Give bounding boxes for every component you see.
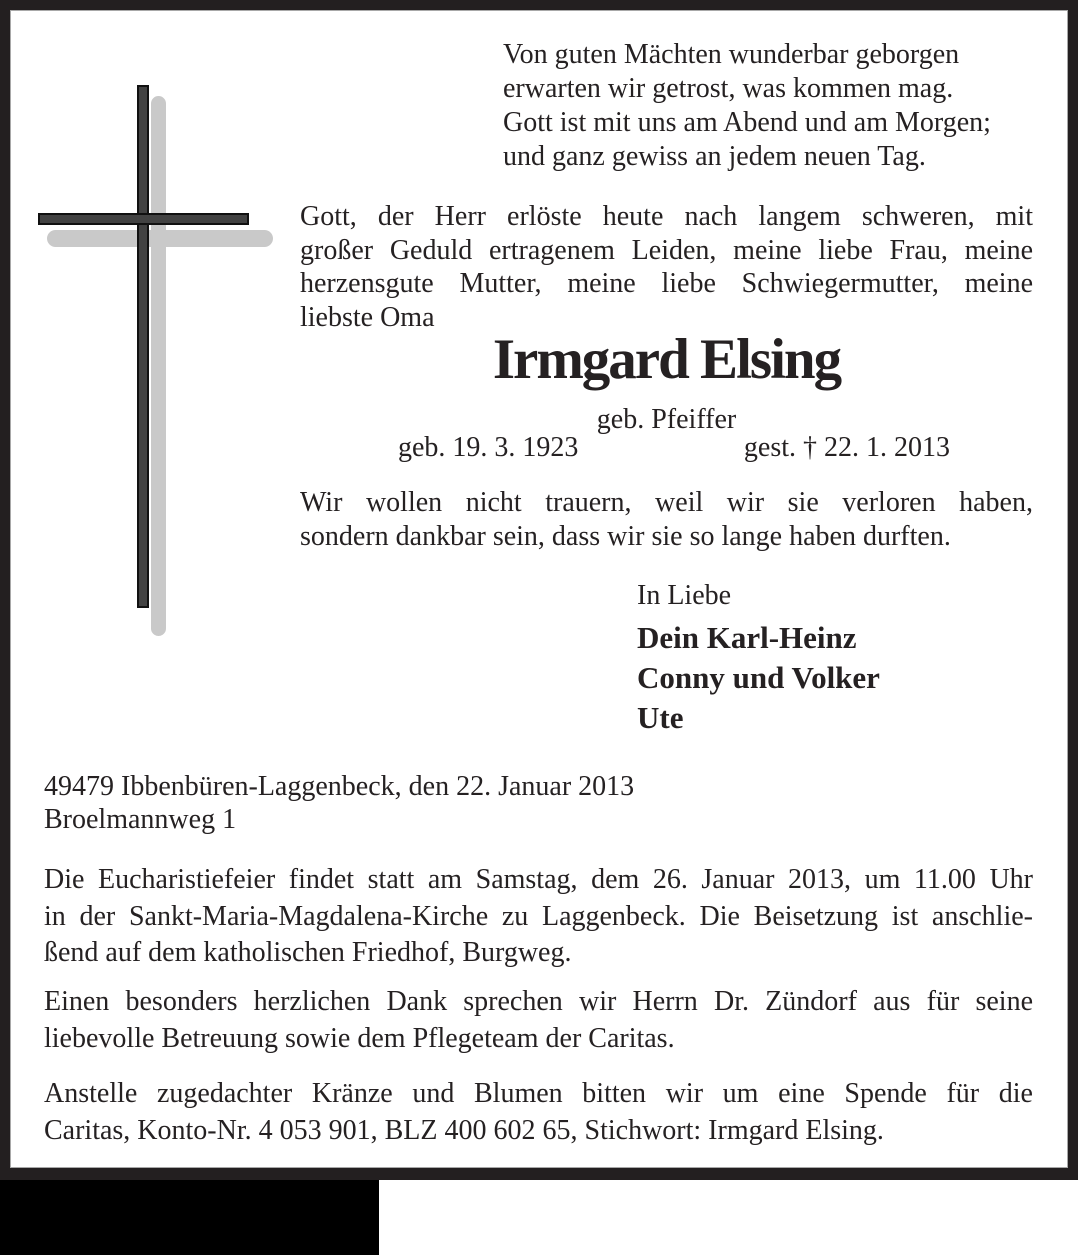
cross-light-vertical-bar <box>151 96 166 636</box>
intro-line: großer Geduld ertragenem Leiden, meine liebe Frau, meine <box>300 234 1033 266</box>
address-block <box>44 770 944 836</box>
mourner-name: Ute <box>637 700 684 735</box>
life-dates <box>398 432 950 464</box>
gratitude-line: Wir wollen nicht trauern, weil wir sie verloren haben, <box>300 487 1033 518</box>
place-and-date: 49479 Ibbenbüren-Laggenbeck, den 22. Januar 2013 <box>44 771 635 802</box>
mourners-list <box>637 618 997 738</box>
mourner-name: Dein Karl-Heinz <box>637 620 857 655</box>
bottom-black-block <box>0 1180 379 1255</box>
street-address: Broelmannweg 1 <box>44 804 237 835</box>
thanks-line: liebevolle Betreuung sowie dem Pflegeteam der Caritas. <box>44 1022 675 1054</box>
intro-line: Gott, der Herr erlöste heute nach langem schweren, mit <box>300 201 1033 232</box>
thanks-line: Einen besonders herzlichen Dank sprechen wir Herrn Dr. Zündorf aus für seine <box>44 986 1033 1017</box>
service-line: in der Sankt-Maria-Magdalena-Kirche zu Laggenbeck. Die Beisetzung ist anschlie- <box>44 900 1033 932</box>
poem-line: und ganz gewiss an jedem neuen Tag. <box>503 141 926 172</box>
opening-poem <box>503 38 1043 174</box>
service-line: ßend auf dem katholischen Friedhof, Burgweg. <box>44 937 572 968</box>
cross-dark-vertical-bar <box>137 85 149 608</box>
service-line: Die Eucharistiefeier findet statt am Samstag, dem 26. Januar 2013, um 11.00 Uhr <box>44 864 1033 895</box>
mourner-name: Conny und Volker <box>637 660 880 695</box>
service-paragraph <box>44 862 1033 972</box>
poem-line: Von guten Mächten wunderbar geborgen <box>503 39 960 70</box>
birth-date: geb. 19. 3. 1923 <box>398 432 579 463</box>
gratitude-paragraph <box>300 486 1033 554</box>
cross-dark-horizontal-bar <box>38 213 249 225</box>
poem-line: erwarten wir getrost, was kommen mag. <box>503 73 954 104</box>
intro-line: liebste Oma <box>300 301 435 333</box>
maiden-name: geb. Pfeiffer <box>596 404 737 435</box>
deceased-name: Irmgard Elsing <box>492 328 841 391</box>
donation-paragraph <box>44 1076 1033 1149</box>
donation-line: Caritas, Konto-Nr. 4 053 901, BLZ 400 602 65, Stichwort: Irmgard Elsing. <box>44 1114 884 1146</box>
gratitude-line: sondern dankbar sein, dass wir sie so lange haben durften. <box>300 521 951 552</box>
poem-line: Gott ist mit uns am Abend und am Morgen; <box>503 107 991 138</box>
closing-phrase: In Liebe <box>637 580 732 611</box>
cross-light-horizontal-bar <box>47 230 273 247</box>
intro-paragraph <box>300 200 1033 334</box>
donation-line: Anstelle zugedachter Kränze und Blumen bitten wir um eine Spende für die <box>44 1078 1033 1109</box>
intro-line: herzensgute Mutter, meine liebe Schwiegermutter, meine <box>300 268 1033 299</box>
death-date: gest. † 22. 1. 2013 <box>743 432 950 463</box>
thanks-paragraph <box>44 984 1033 1057</box>
